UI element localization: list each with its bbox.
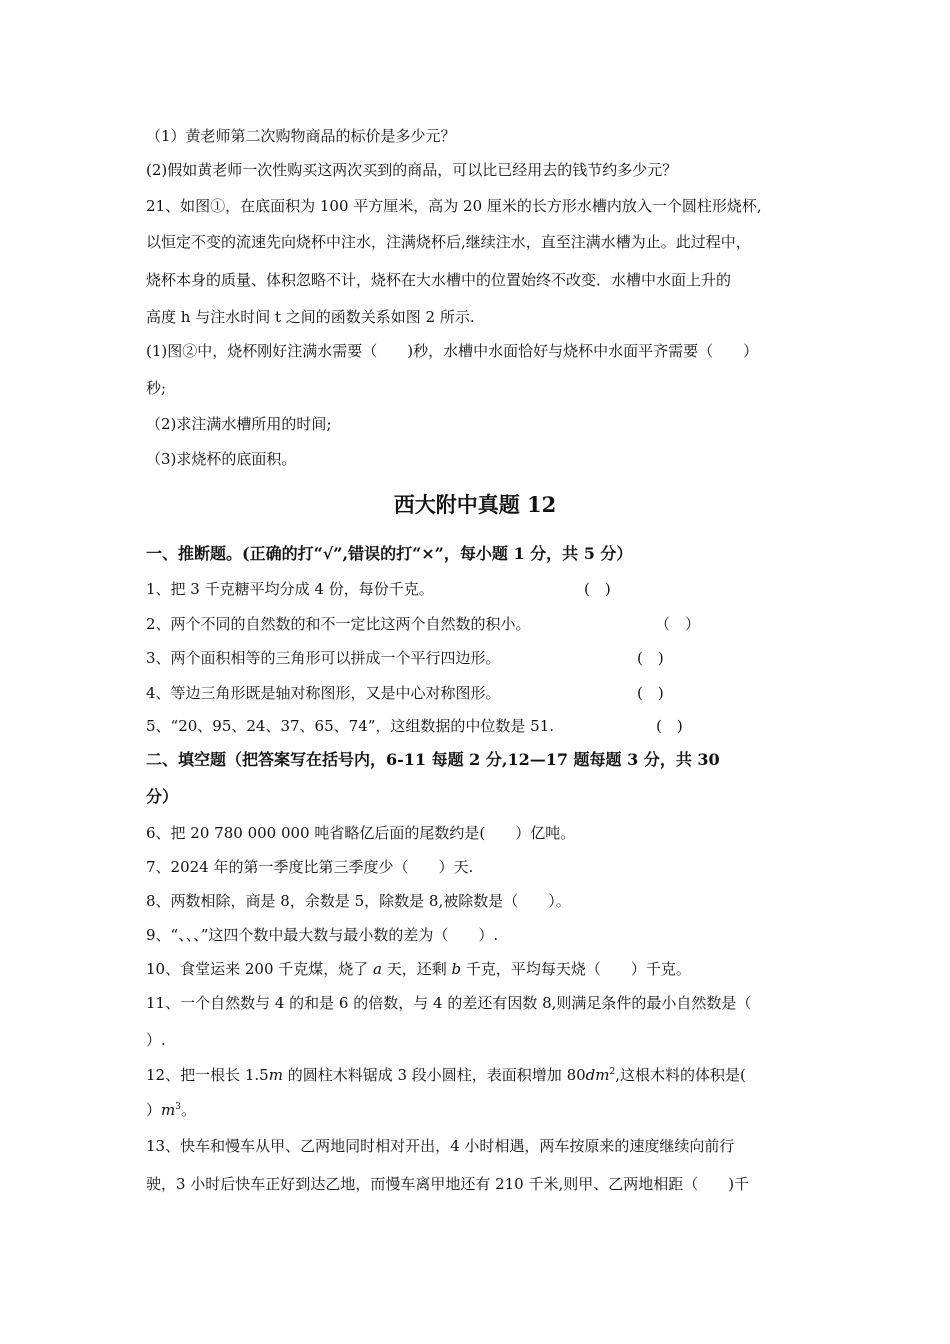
fill-q12-line1 <box>146 1065 746 1085</box>
part2-heading-line2: 分） <box>146 787 179 806</box>
q21-part1-line1: (1)图②中，烧杯刚好注满水需要（ )秒，水槽中水面恰好与烧杯中水面平齐需要（ ） <box>146 342 759 360</box>
part2-heading-line1: 二、填空题（把答案写在括号内，6-11 每题 2 分,12—17 题每题 3 分，共 30 <box>146 750 720 769</box>
fill-q6: 6、把 20 780 000 000 吨省略亿后面的尾数约是( ）亿吨。 <box>146 824 576 842</box>
answer-paren-5[interactable]: ( ) <box>656 717 683 735</box>
q21-line1: 21、如图①，在底面积为 100 平方厘米，高为 20 厘米的长方形水槽内放入一个圆柱形烧杯, <box>146 197 762 215</box>
judge-item-2: 2、两个不同的自然数的和不一定比这两个自然数的积小。 <box>146 615 531 633</box>
fill-q7: 7、2024 年的第一季度比第三季度少（ ）天. <box>146 858 474 876</box>
q21-line3: 烧杯本身的质量、体积忽略不计，烧杯在大水槽中的位置始终不改变．水槽中水面上升的 <box>146 271 732 289</box>
fill-q9: 9、“、、、”这四个数中最大数与最小数的差为（ ）. <box>146 926 499 944</box>
fill-q10-part-b: 天，还剩 <box>381 960 452 978</box>
q21-part3: （3)求烧杯的底面积。 <box>146 450 297 468</box>
fill-q13-line2: 驶，3 小时后快车正好到达乙地，而慢车离甲地还有 210 千米,则甲、乙两地相距（ )千 <box>146 1175 750 1193</box>
fill-q11-line1: 11、一个自然数与 4 的和是 6 的倍数，与 4 的差还有因数 8,则满足条件的最小自然数是（ <box>146 994 752 1012</box>
fill-q12-line2-sup-3: 3 <box>175 1102 181 1112</box>
fill-q10 <box>146 959 691 979</box>
q21-part1-line2: 秒; <box>146 379 167 397</box>
fill-q12-line2 <box>146 1100 196 1120</box>
judge-item-4: 4、等边三角形既是轴对称图形，又是中心对称图形。 <box>146 684 501 702</box>
q20-part2: (2)假如黄老师一次性购买这两次买到的商品，可以比已经用去的钱节约多少元？ <box>146 161 678 179</box>
judge-item-5: 5、“20、95、24、37、65、74”，这组数据的中位数是 51. <box>146 717 555 735</box>
fill-q13-line1: 13、快车和慢车从甲、乙两地同时相对开出，4 小时相遇，两车按原来的速度继续向前行 <box>146 1137 735 1155</box>
answer-paren-2[interactable]: （ ） <box>655 615 701 633</box>
q21-line2: 以恒定不变的流速先向烧杯中注水，注满烧杯后,继续注水，直至注满水槽为止。此过程中， <box>146 233 751 251</box>
q21-part2: （2)求注满水槽所用的时间; <box>146 415 332 433</box>
fill-q12-part-a: 12、把一根长 1.5 <box>146 1066 269 1084</box>
fill-q12-line2-paren: ） <box>146 1101 162 1119</box>
fill-q12-unit-dm: dm <box>585 1066 610 1084</box>
fill-q10-part-a: 10、食堂运来 200 千克煤，烧了 <box>146 960 374 978</box>
fill-q8: 8、两数相除，商是 8，余数是 5，除数是 8,被除数是（ ）。 <box>146 892 571 910</box>
part1-heading: 一、推断题。(正确的打“√”,错误的打“×”，每小题 1 分，共 5 分） <box>146 544 633 563</box>
fill-q10-var-a: a <box>373 960 382 978</box>
fill-q12-part-c: ,这根木料的体积是( <box>615 1066 746 1084</box>
fill-q10-part-c: 千克，平均每天烧（ ）千克。 <box>461 960 691 978</box>
answer-paren-3[interactable]: ( ) <box>637 649 664 667</box>
judge-item-3: 3、两个面积相等的三角形可以拼成一个平行四边形。 <box>146 649 501 667</box>
fill-q12-line2-end: 。 <box>180 1101 196 1119</box>
section-title: 西大附中真题 12 <box>393 492 557 517</box>
judge-item-1: 1、把 3 千克糖平均分成 4 份，每份千克。 <box>146 580 434 598</box>
fill-q11-line2: ）. <box>146 1031 166 1049</box>
q20-part1: （1）黄老师第二次购物商品的标价是多少元？ <box>146 127 456 145</box>
answer-paren-4[interactable]: ( ) <box>637 684 664 702</box>
fill-q12-part-b: 的圆柱木料锯成 3 段小圆柱，表面积增加 80 <box>282 1066 586 1084</box>
fill-q12-unit-m: m <box>268 1066 283 1084</box>
answer-paren-1[interactable]: ( ) <box>584 580 611 598</box>
fill-q12-sup-2: 2 <box>609 1067 616 1077</box>
fill-q10-var-b: b <box>451 960 462 978</box>
q21-line4: 高度 h 与注水时间 t 之间的函数关系如图 2 所示. <box>146 308 475 326</box>
fill-q12-line2-unit-m: m <box>161 1101 176 1119</box>
